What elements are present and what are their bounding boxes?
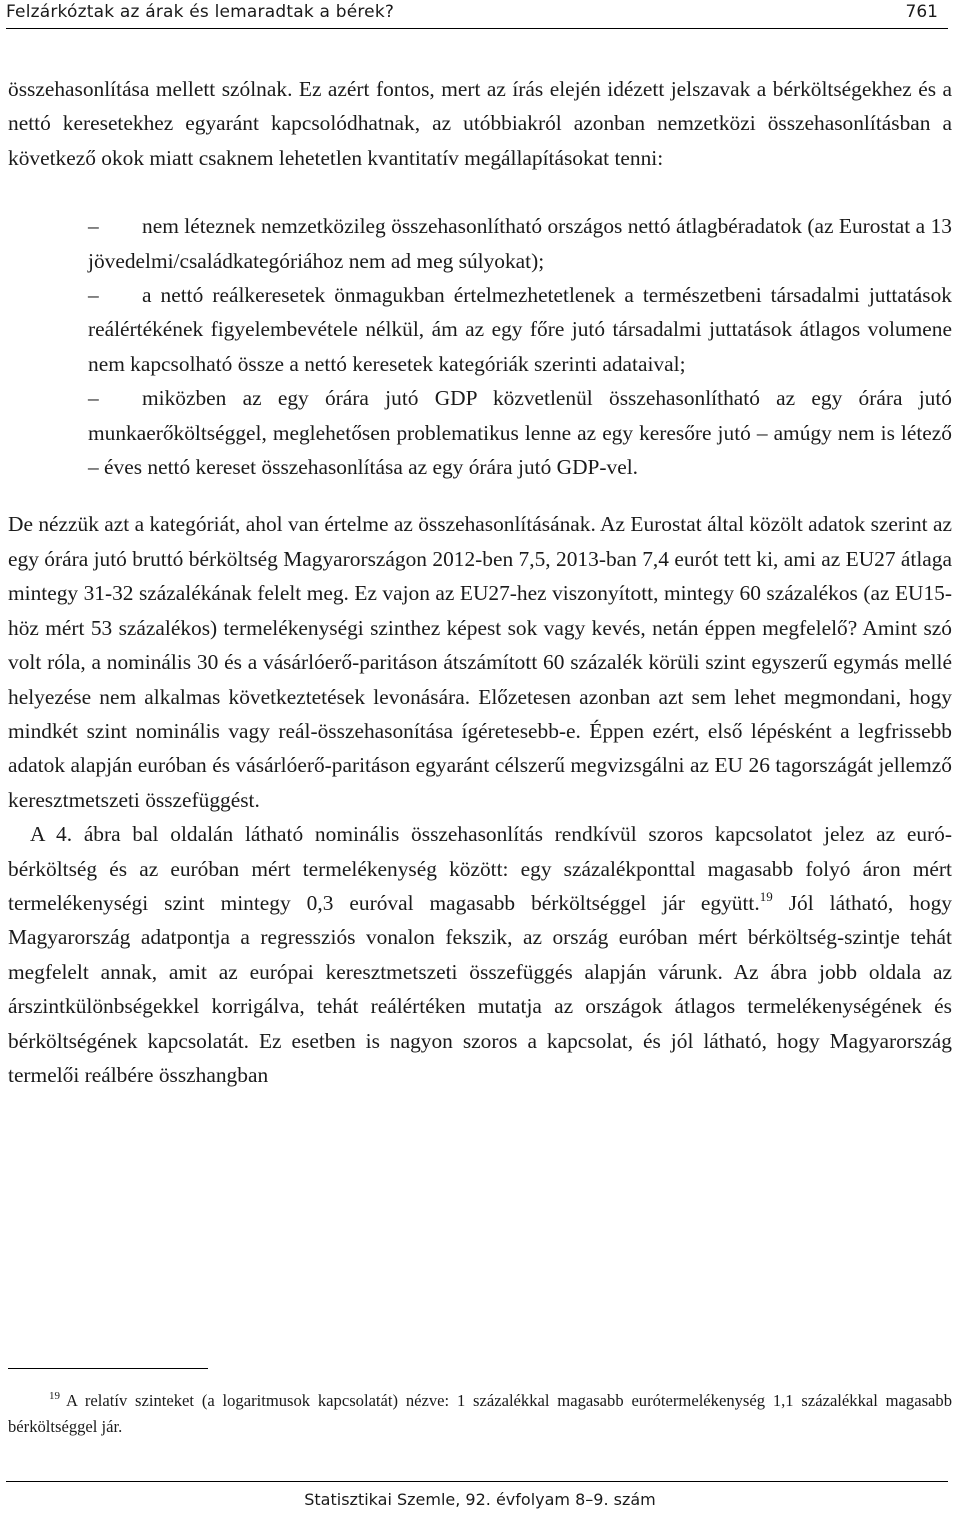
running-header	[6, 0, 948, 36]
list-dash: –	[88, 283, 99, 308]
reasons-list	[8, 209, 952, 484]
paragraph-2: De nézzük azt a kategóriát, ahol van értelme az összehasonlításának. Az Eurostat által közölt adatok szerint az egy órára jutó bruttó bérköltség Magyarországon 2012-ben 7,5, 2013-ban 7,4 eurót tett ki, ami az EU27 átlaga mintegy 31-32 százalékának felelt meg. Ez vajon az EU27-hez viszonyított, mintegy 60 százalékos (az EU15-höz mért 53 százalékos) termelékenységi szinthez képest sok vagy kevés, netán éppen megfelelő? Amint szó volt róla, a nominális 30 és a vásárlóerő-paritáson átszámított 60 százalék körüli szint egyszerű egymás mellé helyezése nem alkalmas következtetések levonására. Előzetesen azonban azt sem lehet megmondani, hogy mindkét szint nominális vagy reál-összehasonítása ígéretesebb-e. Éppen ezért, első lépésként a legfrissebb adatok alapján euróban és vásárlóerő-paritáson egyaránt célszerű megvizsgálni az EU 26 tagországát jellemző keresztmetszeti összefüggést.	[8, 512, 952, 812]
footnote-divider	[8, 1368, 208, 1369]
footnote-number-label: 19	[49, 1390, 60, 1402]
footnote-text: A relatív szinteket (a logaritmusok kapcsolatát) nézve: 1 százalékkal magasabb eurótermelékenység 1,1 százalékkal magasabb bérköltséggel jár.	[8, 1391, 952, 1436]
page-number: 761	[905, 2, 938, 22]
header-divider	[6, 28, 948, 29]
list-dash: –	[88, 214, 99, 239]
list-item	[88, 278, 952, 381]
paragraph-3	[8, 817, 952, 1092]
paragraph-3-text-a: A 4. ábra bal oldalán látható nominális összehasonlítás rendkívül szoros kapcsolatot jelez az euró-bérköltség és az euróban mért termelékenység között: egy százalékponttal magasabb folyó áron mért termelékenységi szint mintegy 0,3 euróval magasabb bérköltséggel jár együtt.	[8, 822, 952, 915]
list-item	[88, 381, 952, 484]
list-dash: –	[88, 386, 99, 411]
footer-divider	[6, 1481, 948, 1482]
footnote	[8, 1388, 952, 1440]
list-item	[88, 209, 952, 278]
page-body	[8, 72, 952, 1092]
journal-footer: Statisztikai Szemle, 92. évfolyam 8–9. szám	[304, 1490, 656, 1509]
list-item-text: a nettó reálkeresetek önmagukban értelmezhetetlenek a természetbeni társadalmi juttatások reálértékének figyelembevétele nélkül, ám az egy főre jutó társadalmi juttatások átlagos volumene nem kapcsolható össze a nettó keresetek kategóriák szerinti adataival;	[88, 283, 952, 376]
paragraph-3-text-b: Jól látható, hogy Magyarország adatpontja a regressziós vonalon fekszik, az ország euróban mért bérköltség-szintje tehát megfelelt annak, amit az európai keresztmetszeti összefüggés alapján várunk. Az ábra jobb oldala az árszintkülönbségekkel korrigálva, tehát reálértéken mutatja az országok átlagos termelékenységének és bérköltségének kapcsolatát. Ez esetben is nagyon szoros a kapcsolat, és jól látható, hogy Magyarország termelői reálbére összhangban	[8, 890, 953, 1087]
list-item-text: miközben az egy órára jutó GDP közvetlenül összehasonlítható az egy órára jutó munkaerőköltséggel, meglehetősen problematikus lenne az egy keresőre jutó – amúgy nem is létező – éves nettó kereset összehasonlítása az egy órára jutó GDP-vel.	[88, 386, 952, 480]
intro-paragraph: összehasonlítása mellett szólnak. Ez azért fontos, mert az írás elején idézett jelszavak a bérköltségekhez és a nettó keresetekhez egyaránt kapcsolódhatnak, az utóbbiakról azonban nemzetközi összehasonlításban a következő okok miatt csaknem lehetetlen kvantitatív megállapításokat tenni:	[8, 77, 952, 170]
footnote-reference[interactable]: 19	[759, 888, 773, 904]
running-title: Felzárkóztak az árak és lemaradtak a bérek?	[6, 2, 395, 22]
footnote-number	[8, 1388, 66, 1414]
list-item-text: nem léteznek nemzetközileg összehasonlítható országos nettó átlagbéradatok (az Eurostat a 13 jövedelmi/családkategóriához nem ad meg súlyokat);	[88, 214, 952, 273]
